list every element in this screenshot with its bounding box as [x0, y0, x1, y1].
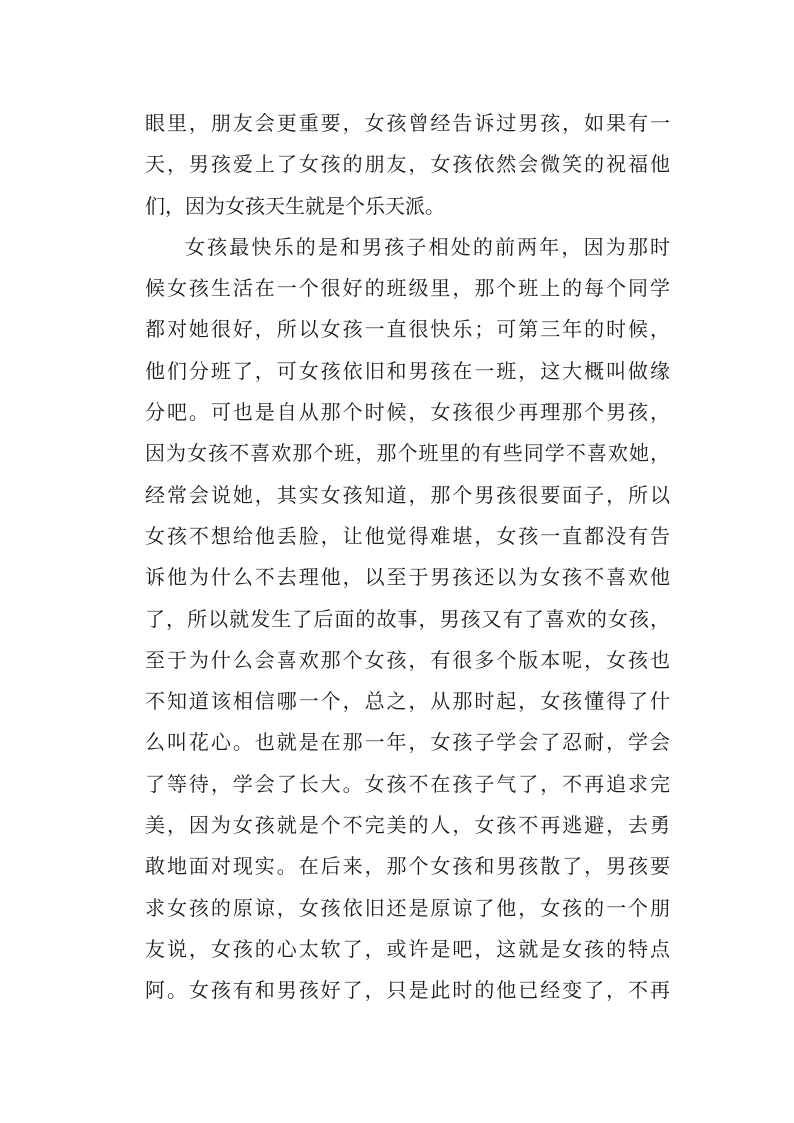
body-text	[145, 103, 670, 1012]
text-line: 天，男孩爱上了女孩的朋友，女孩依然会微笑的祝福他	[145, 152, 670, 177]
text-line: 诉他为什么不去理他，以至于男孩还以为女孩不喜欢他	[145, 565, 670, 590]
text-line: 女孩不想给他丢脸，让他觉得难堪，女孩一直都没有告	[145, 523, 670, 548]
text-line: 分吧。可也是自从那个时候，女孩很少再理那个男孩，	[145, 400, 670, 425]
text-line: 了，所以就发生了后面的故事，男孩又有了喜欢的女孩，	[145, 606, 670, 631]
paragraph-first-line: 女孩最快乐的是和男孩子相处的前两年，因为那时	[185, 234, 670, 259]
text-line: 他们分班了，可女孩依旧和男孩在一班，这大概叫做缘	[145, 358, 670, 383]
text-line: 么叫花心。也就是在那一年，女孩子学会了忍耐，学会	[145, 730, 670, 755]
text-line: 候女孩生活在一个很好的班级里，那个班上的每个同学	[145, 276, 670, 301]
text-line: 了等待，学会了长大。女孩不在孩子气了，不再追求完	[145, 771, 670, 796]
text-line: 因为女孩不喜欢那个班，那个班里的有些同学不喜欢她，	[145, 441, 670, 466]
text-line: 经常会说她，其实女孩知道，那个男孩很要面子，所以	[145, 482, 670, 507]
text-line: 至于为什么会喜欢那个女孩，有很多个版本呢，女孩也	[145, 647, 670, 672]
text-line: 不知道该相信哪一个，总之，从那时起，女孩懂得了什	[145, 689, 670, 714]
text-line: 眼里，朋友会更重要，女孩曾经告诉过男孩，如果有一	[145, 111, 670, 135]
text-line: 友说，女孩的心太软了，或许是吧，这就是女孩的特点	[145, 936, 670, 961]
text-line: 美，因为女孩就是个不完美的人，女孩不再逃避，去勇	[145, 813, 670, 838]
text-line: 都对她很好，所以女孩一直很快乐；可第三年的时候，	[145, 317, 670, 342]
text-line: 们，因为女孩天生就是个乐天派。	[145, 193, 445, 218]
text-line: 求女孩的原谅，女孩依旧还是原谅了他，女孩的一个朋	[145, 895, 670, 920]
text-line: 敢地面对现实。在后来，那个女孩和男孩散了，男孩要	[145, 854, 670, 879]
text-line: 阿。女孩有和男孩好了，只是此时的他已经变了，不再	[145, 978, 670, 1003]
